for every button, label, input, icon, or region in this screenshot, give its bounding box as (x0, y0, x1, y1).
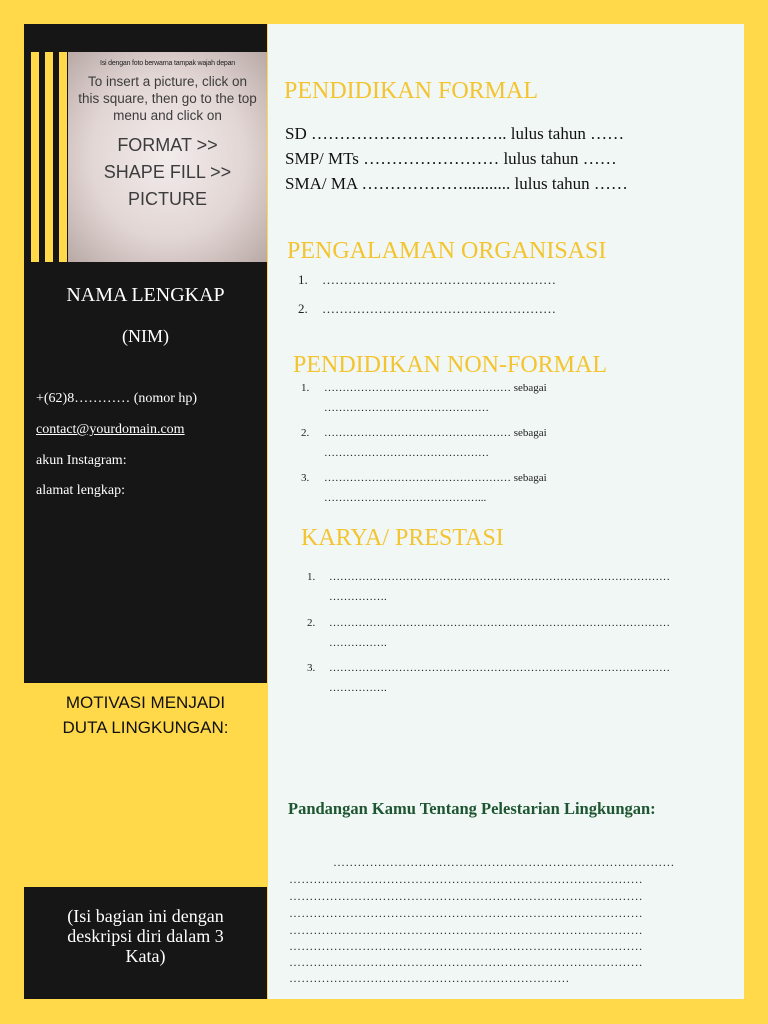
photo-note: Isi dengan foto berwarna tampak wajah depan (100, 60, 235, 67)
motivasi-heading (24, 690, 267, 740)
item-text: ………………………………………………………………………………… (329, 617, 670, 629)
edu-dots: ………………........... (361, 174, 511, 193)
item-text: …………………………………………… (324, 382, 511, 394)
edu-dots: …………………………….. (310, 124, 507, 143)
item-text: …………………………………………… (324, 427, 511, 439)
edu-label: SD (285, 124, 307, 143)
phone-number[interactable]: +(62)8………… (nomor hp) (36, 391, 198, 406)
edu-year: lulus tahun …… (510, 124, 625, 143)
motivasi-line-1: MOTIVASI MENJADI (65, 693, 226, 712)
address-field[interactable]: alamat lengkap: (36, 483, 126, 498)
nonformal-item-cont: ……………………………………... (324, 492, 487, 504)
karya-item-cont: ……………. (329, 637, 387, 649)
edu-year: lulus tahun …… (514, 174, 628, 193)
nonformal-item-cont: ……………………………………… (324, 447, 489, 459)
karya-item-cont: ……………. (329, 682, 387, 694)
edu-label: SMA/ MA (285, 174, 358, 193)
item-text: …………………………………………… (324, 472, 511, 484)
item-role: sebagai (513, 427, 547, 439)
pandangan-line[interactable]: …………………………………………………………………………… (289, 939, 643, 953)
edu-year: lulus tahun …… (503, 149, 617, 168)
formal-education-heading: PENDIDIKAN FORMAL (284, 78, 539, 104)
pandangan-line[interactable]: …………………………………………………………………………… (289, 889, 643, 903)
nonformal-item[interactable] (301, 382, 547, 394)
pandangan-line[interactable]: …………………………………………………………………………… (289, 872, 643, 886)
pandangan-line[interactable]: ………………………………………………………………………… (333, 855, 675, 869)
item-text: ……………………………………………… (322, 272, 556, 287)
student-id[interactable]: (NIM) (122, 326, 169, 346)
nonformal-heading: PENDIDIKAN NON-FORMAL (293, 352, 607, 378)
karya-item[interactable] (307, 662, 670, 674)
pandangan-line[interactable]: …………………………………………………………… (289, 971, 570, 985)
item-number: 1. (298, 272, 308, 287)
item-number: 1. (301, 382, 310, 394)
decorative-stripe (59, 52, 67, 262)
karya-item-cont: ……………. (329, 591, 387, 603)
decorative-stripe (45, 52, 53, 262)
nonformal-item[interactable] (301, 472, 547, 484)
photo-instructions: To insert a picture, click on this square, then go to the top menu and click on (78, 74, 257, 123)
item-number: 2. (298, 301, 308, 316)
self-description-box[interactable] (24, 887, 267, 999)
item-number: 2. (307, 617, 316, 629)
instagram-field[interactable]: akun Instagram: (36, 453, 127, 468)
main-panel (268, 24, 744, 999)
motivasi-line-2: DUTA LINGKUNGAN: (62, 718, 229, 737)
pandangan-line[interactable]: …………………………………………………………………………… (289, 906, 643, 920)
photo-placeholder[interactable] (68, 52, 267, 262)
pandangan-line[interactable]: …………………………………………………………………………… (289, 955, 643, 969)
item-text: ………………………………………………………………………………… (329, 571, 670, 583)
photo-step-1: FORMAT >> (117, 135, 218, 155)
nonformal-item-cont: ……………………………………… (324, 402, 489, 414)
item-number: 3. (307, 662, 316, 674)
nonformal-item[interactable] (301, 427, 547, 439)
karya-item[interactable] (307, 617, 670, 629)
formal-row-sma[interactable] (285, 174, 628, 194)
item-role: sebagai (513, 472, 547, 484)
organization-heading: PENGALAMAN ORGANISASI (287, 238, 607, 264)
formal-row-smp[interactable] (285, 149, 617, 169)
full-name[interactable]: NAMA LENGKAP (66, 284, 225, 306)
karya-item[interactable] (307, 571, 670, 583)
email-link[interactable]: contact@yourdomain.com (36, 422, 185, 437)
edu-label: SMP/ MTs (285, 149, 359, 168)
photo-step-3: PICTURE (127, 189, 207, 209)
edu-dots: …………………… (363, 149, 500, 168)
pandangan-heading: Pandangan Kamu Tentang Pelestarian Lingkungan: (288, 799, 656, 818)
karya-heading: KARYA/ PRESTASI (301, 525, 504, 551)
self-description-text: (Isi bagian ini dengan deskripsi diri dalam 3 Kata) (67, 906, 224, 966)
item-role: sebagai (513, 382, 547, 394)
item-text: ………………………………………………………………………………… (329, 662, 670, 674)
item-text: ……………………………………………… (322, 301, 556, 316)
decorative-stripe (31, 52, 39, 262)
photo-step-2: SHAPE FILL >> (103, 162, 232, 182)
item-number: 2. (301, 427, 310, 439)
formal-row-sd[interactable] (285, 124, 624, 144)
pandangan-line[interactable]: …………………………………………………………………………… (289, 923, 643, 937)
item-number: 1. (307, 571, 316, 583)
organization-item[interactable] (298, 301, 556, 317)
organization-item[interactable] (298, 272, 556, 288)
item-number: 3. (301, 472, 310, 484)
